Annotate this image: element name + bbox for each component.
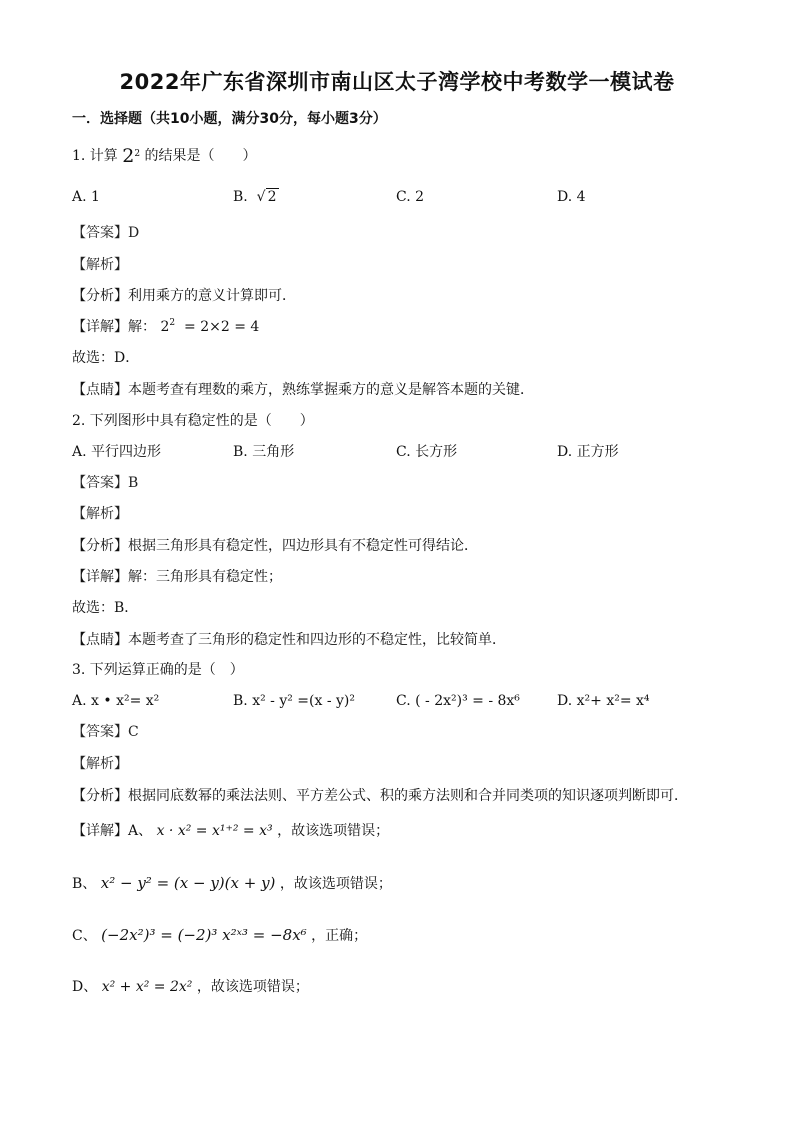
q1-expr-base: 2 <box>122 145 135 167</box>
q1-option-b-radicand: 2 <box>267 189 277 205</box>
q1-analysis-label: 【解析】 <box>72 257 128 273</box>
q1-answer: 【答案】D <box>72 225 140 241</box>
q3-xiangjie-b-expr: x² − y² = (x − y)(x + y) <box>100 874 276 892</box>
q2-xiangjie: 【详解】解：三角形具有稳定性； <box>72 569 282 585</box>
q3-xiangjie-c-post: ，正确； <box>311 928 368 944</box>
q1-option-a: A. 1 <box>72 189 100 205</box>
q3-fenxi: 【分析】根据同底数幂的乘法法则、平方差公式、积的乘方法则和合并同类项的知识逐项判断即可． <box>72 788 688 804</box>
q3-option-b: B. x² - y² =(x - y)² <box>233 693 356 709</box>
q3-xiangjie-d-post: ，故该选项错误； <box>196 979 309 995</box>
q2-fenxi: 【分析】根据三角形具有稳定性，四边形具有不稳定性可得结论． <box>72 538 478 554</box>
q1-stem-post: 的结果是（ ） <box>144 148 257 164</box>
q1-option-b <box>233 188 279 206</box>
q2-analysis-label: 【解析】 <box>72 506 128 522</box>
q1-fenxi: 【分析】利用乘方的意义计算即可． <box>72 288 296 304</box>
q3-xiangjie-d <box>72 978 309 996</box>
q3-xiangjie-c <box>72 926 367 945</box>
page-title: 2022年广东省深圳市南山区太子湾学校中考数学一模试卷 <box>119 70 675 94</box>
q1-option-b-label: B. <box>233 189 248 205</box>
q1-choice: 故选：D． <box>72 350 140 366</box>
q2-dianjing: 【点睛】本题考查了三角形的稳定性和四边形的不稳定性，比较简单． <box>72 632 506 648</box>
q1-stem-pre: 1. 计算 <box>72 148 118 164</box>
q3-xiangjie-c-pre: C、 <box>72 928 97 944</box>
q2-option-d: D. 正方形 <box>557 444 619 460</box>
q3-xiangjie-d-pre: D、 <box>72 979 98 995</box>
q3-xiangjie-a-pre: 【详解】A、 <box>72 823 153 839</box>
question-2-stem: 2. 下列图形中具有稳定性的是（ ） <box>72 413 314 429</box>
q3-xiangjie-d-expr: x² + x² = 2x² <box>101 979 193 995</box>
q3-xiangjie-c-expr: (−2x²)³ = (−2)³ x²ˣ³ = −8x⁶ <box>101 926 307 944</box>
q1-expr-exp: 2 <box>134 149 141 159</box>
q3-xiangjie-a <box>72 822 389 840</box>
section-heading: 一．选择题（共10小题，满分30分，每小题3分） <box>72 111 387 127</box>
q3-xiangjie-a-post: ，故该选项错误； <box>277 823 390 839</box>
q3-option-c: C. ( - 2x²)³ = - 8x⁶ <box>396 693 520 709</box>
q1-expr <box>122 145 140 167</box>
q3-option-a: A. x • x²= x² <box>72 693 160 709</box>
q1-option-c: C. 2 <box>396 189 425 205</box>
q1-xiangjie-expr: = 2×2 = 4 <box>179 319 260 335</box>
q1-xiangjie-expr-lead: $2^2$ <box>160 318 176 335</box>
q1-dianjing: 【点睛】本题考查有理数的乘方，熟练掌握乘方的意义是解答本题的关键． <box>72 382 534 398</box>
q2-option-b: B. 三角形 <box>233 444 295 460</box>
q1-option-d: D. 4 <box>557 189 586 205</box>
question-1-stem <box>72 147 257 165</box>
q1-xiangjie-exp: 2 <box>169 318 176 328</box>
q3-xiangjie-b-post: ，故该选项错误； <box>279 876 392 892</box>
q2-choice: 故选：B． <box>72 600 139 616</box>
q3-xiangjie-a-expr: x · x² = x¹⁺² = x³ <box>156 823 273 839</box>
q2-answer: 【答案】B <box>72 475 139 491</box>
question-3-stem: 3. 下列运算正确的是（ ） <box>72 662 244 678</box>
q3-option-d: D. x²+ x²= x⁴ <box>557 693 650 709</box>
q3-answer: 【答案】C <box>72 724 139 740</box>
q1-xiangjie <box>72 318 259 336</box>
q3-xiangjie-b-pre: B、 <box>72 876 97 892</box>
q1-xiangjie-pre: 【详解】解： <box>72 319 156 335</box>
q3-xiangjie-b <box>72 874 392 893</box>
sqrt-symbol: √ 2 <box>252 189 277 205</box>
q2-option-c: C. 长方形 <box>396 444 458 460</box>
q3-analysis-label: 【解析】 <box>72 756 128 772</box>
q2-option-a: A. 平行四边形 <box>72 444 162 460</box>
